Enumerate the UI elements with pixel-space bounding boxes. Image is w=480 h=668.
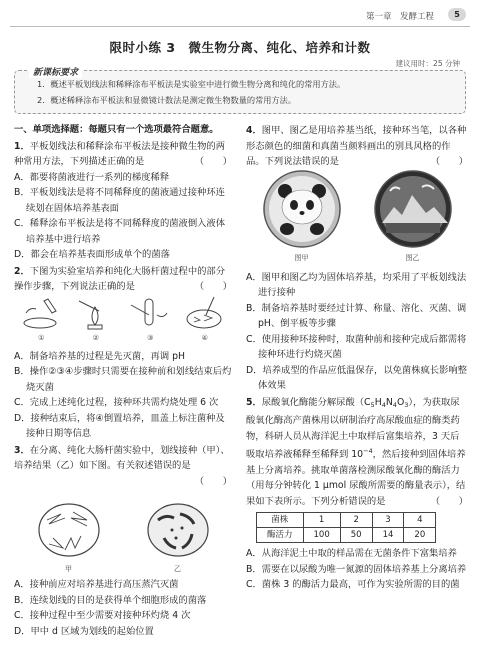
option-a: A．图甲和图乙均为固体培养基，均采用了平板划线法进行接种 <box>246 271 467 298</box>
flame-loop-icon <box>73 295 119 331</box>
section-heading: 一、单项选择题：每题只有一个选项最符合题意。 <box>14 124 219 135</box>
figure-jia <box>33 500 105 578</box>
question-number: 3． <box>14 444 30 456</box>
table-cell: 50 <box>340 528 372 543</box>
question-1 <box>14 139 232 263</box>
option-a: A．都要将菌液进行一系列的梯度稀释 <box>14 171 170 183</box>
page-title: 限时小练 3 微生物分离、纯化、培养和计数 <box>109 40 371 55</box>
option-c: C．使用接种环接种时，取菌种前和接种完成后都需将接种环进行灼烧灭菌 <box>246 333 467 360</box>
figure-tu-jia <box>257 169 347 267</box>
step-4 <box>182 295 228 347</box>
exponent: −4 <box>363 447 373 455</box>
header-divider <box>10 26 470 27</box>
question-number: 1． <box>14 140 30 152</box>
table-cell: 2 <box>340 513 372 528</box>
procedure-figure <box>14 297 232 347</box>
formula-subscript: 4 <box>381 400 386 409</box>
figure-label: ③ <box>147 334 154 342</box>
left-column <box>14 122 232 639</box>
figure-label: 图乙 <box>405 254 420 262</box>
option-c: C．稀释涂布平板法是将不同稀释度的菌液倒入液体培养基中进行培养 <box>14 218 226 245</box>
option-c: C．菌株 3 的酶活力最高，可作为实验所需的目的菌 <box>246 579 460 590</box>
option-b: B．操作②③④步骤时只需要在接种前和划线结束后灼烧灭菌 <box>14 366 232 393</box>
right-column <box>246 122 468 593</box>
table-cell: 14 <box>372 528 404 543</box>
option-b: B．制备培养基时要经过计算、称量、溶化、灭菌、调 pH、倒平板等步骤 <box>246 302 467 329</box>
question-stem-cont: ，然后接种到固体培养基上分离培养。挑取单菌落检测尿酸氧化酶的酶活力（用每分钟转化 1 μmol 尿酸所需要的酶量表示），结果如下表所示。下列分析错误的是 <box>246 449 466 507</box>
answer-blank: （ ） <box>194 156 232 167</box>
question-2 <box>14 264 232 442</box>
enzyme-activity-table <box>256 512 436 543</box>
formula-subscript: 4 <box>392 400 397 409</box>
formula-subscript: 3 <box>404 400 409 409</box>
question-5 <box>246 395 468 593</box>
table-cell: 1 <box>303 513 340 528</box>
time-hint: 建议用时：25 分钟 <box>395 59 460 68</box>
colony-dish <box>142 500 214 562</box>
formula-element: H <box>374 396 382 408</box>
step-2 <box>73 295 119 347</box>
question-number: 4． <box>246 125 262 136</box>
option-d: D．甲中 d 区域为划线的起始位置 <box>14 625 154 637</box>
question-stem: 图甲、图乙是用培养基当纸，接种环当笔，以各种形态颜色的细菌和真菌当颜料画出的别具风格的作品。下列说法错误的是 <box>246 125 467 167</box>
option-a: A．制备培养基的过程是先灭菌，再调 pH <box>14 350 185 362</box>
question-3 <box>14 443 232 640</box>
goals-title: 新课标要求 <box>29 65 82 78</box>
question-stem-cont: ），为获取尿酸氧化酶高产菌株用以研制治疗高尿酸血症的酶类药物，科研人员从海洋泥土中取样后富集培养，3 天后吸取培养液稀释至稀释到 10 <box>246 396 460 460</box>
table-cell: 4 <box>404 513 436 528</box>
formula-subscript: 5 <box>370 400 375 409</box>
question-number: 2． <box>14 265 30 277</box>
pour-plate-icon <box>18 295 64 331</box>
option-b: B．需要在以尿酸为唯一氮源的固体培养基上分离培养 <box>246 563 467 575</box>
answer-blank: （ ） <box>430 156 468 167</box>
table-cell: 100 <box>303 528 340 543</box>
figure-label: ④ <box>201 334 208 342</box>
question-stem: 尿酸氧化酶能分解尿酸（C <box>261 396 371 408</box>
figure-label: 甲 <box>65 564 72 573</box>
table-cell: 20 <box>404 528 436 543</box>
goals-box <box>14 70 466 114</box>
page-header <box>0 6 480 28</box>
formula-element: N <box>385 396 393 408</box>
option-a: A．从海洋泥土中取的样品需在无菌条件下富集培养 <box>246 548 457 559</box>
option-d: D．都会在培养基表面形成单个的菌落 <box>14 249 170 260</box>
streak-figure <box>14 491 232 577</box>
answer-blank: （ ） <box>194 475 232 487</box>
figure-label: 图甲 <box>294 254 309 262</box>
art-figure <box>246 173 468 267</box>
inoculate-tube-icon <box>127 295 173 331</box>
question-number: 5． <box>246 396 262 408</box>
table-row <box>257 528 436 543</box>
option-d: D．培养成型的作品应低温保存，以免菌株疯长影响整体效果 <box>246 364 467 391</box>
answer-blank: （ ） <box>430 495 468 507</box>
streak-plate-icon <box>182 295 228 331</box>
option-d: D．接种结束后，将④倒置培养，皿盖上标注菌种及接种日期等信息 <box>14 412 225 439</box>
step-3 <box>127 295 173 347</box>
option-c: C．完成上述纯化过程，接种环共需灼烧处理 6 次 <box>14 397 219 408</box>
question-stem: 在分离、纯化大肠杆菌实验中，划线接种（甲）、培养结果（乙）如下图。有关叙述错误的是 <box>14 444 230 471</box>
option-b: B．平板划线法是将不同稀释度的菌液通过接种环连续划在固体培养基表面 <box>14 187 225 214</box>
question-stem: 平板划线法和稀释涂布平板法是接种微生物的两种常用方法，下列描述正确的是 <box>14 140 226 167</box>
panda-plate-image <box>257 169 347 251</box>
landscape-plate-image <box>368 169 458 251</box>
answer-blank: （ ） <box>194 281 232 292</box>
option-c: C．接种过程中至少需要对接种环灼烧 4 次 <box>14 610 191 621</box>
streak-lines-dish <box>33 500 105 562</box>
table-header-cell: 酶活力 <box>257 528 304 543</box>
question-stem: 下图为实验室培养和纯化大肠杆菌过程中的部分操作步骤，下列说法正确的是 <box>14 265 226 292</box>
formula-element: O <box>396 396 405 408</box>
question-4 <box>246 123 468 394</box>
figure-label: ① <box>38 334 45 342</box>
table-cell: 3 <box>372 513 404 528</box>
table-row <box>257 513 436 528</box>
figure-yi <box>142 500 214 578</box>
chapter-label: 第一章 发酵工程 <box>365 12 434 22</box>
table-header-cell: 菌株 <box>257 513 304 528</box>
goal-item: 1．概述平板划线法和稀释涂布平板法是实验室中进行微生物分离和纯化的常用方法。 <box>37 79 346 89</box>
figure-label: ② <box>92 334 99 342</box>
step-1 <box>18 295 64 347</box>
goal-item: 2．概述稀释涂布平板法和显微镜计数法是测定微生物数量的常用方法。 <box>37 95 297 105</box>
figure-label: 乙 <box>174 564 181 573</box>
option-a: A．接种前应对培养基进行高压蒸汽灭菌 <box>14 579 179 590</box>
figure-tu-yi <box>368 169 458 267</box>
answer-blank-row <box>14 474 232 490</box>
page-number: 5 <box>448 8 466 21</box>
option-b: B．连续划线的目的是获得单个细胞形成的菌落 <box>14 594 207 606</box>
